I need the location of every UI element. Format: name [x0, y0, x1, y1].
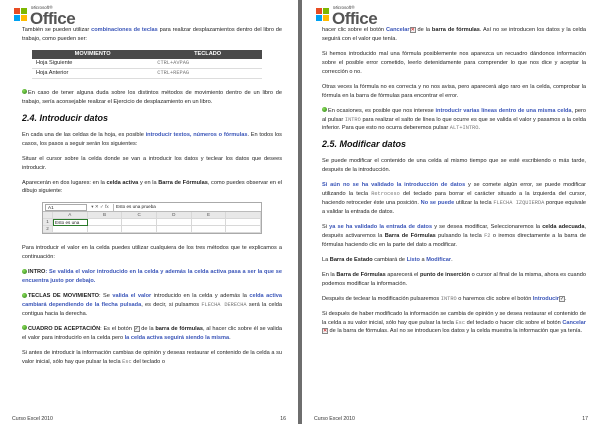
- tip-paragraph: En caso de tener alguna duda sobre los distintos métodos de movimiento dentro de un libro de trabajo, sería aconsejable realizar el Ejercicio de desplazamiento en un libro.: [22, 89, 282, 105]
- paragraph: También se pueden utilizar combinaciones de teclas para realizar desplazamientos dentro del libro de trabajo, como pueden ser:: [22, 27, 283, 42]
- bullet-movement: TECLAS DE MOVIMIENTO: Se valida el valor introducido en la celda y además la celda activa cambiará dependiendo de la flecha pulsada, es decir, si pulsamos FLECHA DERECHA será la celda contigua hacia la derecha.: [22, 293, 282, 317]
- cancel-icon: ✕: [410, 27, 415, 33]
- paragraph: hacer clic sobre el botón Cancelar✕ de la barra de fórmulas. Así no se introducen los datos y la celda seguirá con el valor que tenía.: [322, 27, 586, 42]
- formula-bar: [43, 203, 261, 212]
- sheet-grid: A B C D E 1 Esto es una 2: [43, 212, 261, 233]
- bullet-icon: [22, 325, 27, 330]
- page-number: 16: [280, 416, 286, 422]
- table-header: MOVIMIENTO: [32, 50, 153, 59]
- paragraph: Se puede modificar el contenido de una celda al mismo tiempo que se esté escribiendo o más tarde, después de la introducción.: [322, 158, 586, 174]
- logo-office: Office: [30, 9, 76, 28]
- bullet-icon: [22, 293, 27, 298]
- office-logo-icon: [316, 8, 330, 22]
- logo-microsoft: Microsoft®: [333, 5, 355, 10]
- paragraph: Si hemos introducido mal una fórmula posiblemente nos aparezca un recuadro dándonos información sobre el posible error cometido, leerlo detenidamente para comprender lo que nos dice y aceptar la corrección o no.: [322, 50, 586, 75]
- bullet-icon: [22, 269, 27, 274]
- footer-title: Curso Excel 2010: [314, 416, 355, 422]
- section-heading: 2.5. Modificar datos: [322, 139, 407, 150]
- tip-bullet-icon: [22, 89, 27, 94]
- formula-bar-icons: ▾ ✕ ✓ fx: [91, 204, 109, 210]
- active-cell: Esto es una: [53, 219, 88, 226]
- logo-office: Office: [332, 9, 378, 28]
- bullet-intro: INTRO: Se valida el valor introducido en la celda y además la celda activa pasa a ser la que se encuentra justo por debajo.: [22, 269, 282, 285]
- name-box: A1: [45, 204, 87, 211]
- page-left: [0, 0, 298, 424]
- check-icon: ✓: [134, 325, 139, 332]
- office-logo: [14, 5, 84, 28]
- paragraph: Si ya se ha validado la entrada de datos y se desea modificar, Seleccionaremos la celda adecuada, después activaremos la Barra de Fórmulas pulsando la tecla F2 o iremos directamente a la barra de fórmulas haciendo clic en la parte del dato a modificar.: [322, 224, 586, 248]
- logo-microsoft: Microsoft®: [31, 5, 53, 10]
- tip-bullet-icon: [322, 107, 327, 112]
- paragraph: Otras veces la fórmula no es correcta y no nos avisa, pero aparecerá algo raro en la celda, comprobar la fórmula en la barra de fórmulas para encontrar el error.: [322, 83, 586, 99]
- section-heading: 2.4. Introducir datos: [22, 112, 109, 123]
- table-header: TECLADO: [153, 50, 262, 59]
- page-number: 17: [582, 416, 588, 422]
- office-logo-icon: [14, 8, 28, 22]
- paragraph: Situar el cursor sobre la celda donde se van a introducir los datos y teclear los datos que desees introducir.: [22, 155, 282, 171]
- paragraph: En la Barra de Fórmulas aparecerá el punto de inserción o cursor al final de la misma, ahora es cuando podemos modificar la información.: [322, 271, 586, 287]
- paragraph: En cada una de las celdas de la hoja, es posible introducir textos, números o fórmulas. En todos los casos, los pasos a seguir serán los siguientes:: [22, 131, 282, 147]
- page-right: [302, 0, 600, 424]
- shortcut-table: [32, 50, 262, 79]
- right-content: [322, 26, 586, 342]
- office-logo: [316, 5, 386, 28]
- table-row: Hoja Anterior CTRL+REPAG: [32, 68, 262, 78]
- paragraph: Después de teclear la modificación pulsaremos INTRO o haremos clic sobre el botón Introducir✓.: [322, 295, 567, 302]
- tip-paragraph: En ocasiones, es posible que nos interese introducir varias líneas dentro de una misma celda, pero al pulsar INTRO para realizar el salto de línea lo que ocurre es que se valida el valor y pasamos a la celda inferior. Para que esto no ocurra deberemos pulsar ALT+INTRO.: [322, 107, 586, 132]
- table-row: Hoja Siguiente CTRL+AVPAG: [32, 59, 262, 69]
- bullet-accept: CUADRO DE ACEPTACIÓN: Es el botón ✓ de la barra de fórmulas, al hacer clic sobre él se valida el valor para introducirlo en la celda pero la celda activa seguirá siendo la misma.: [22, 325, 282, 341]
- left-content: [22, 26, 282, 373]
- paragraph: Para introducir el valor en la celda puedes utilizar cualquiera de los tres métodos que te explicamos a continuación:: [22, 245, 282, 261]
- paragraph: Si antes de introducir la información cambias de opinión y deseas restaurar el contenido de la celda a su valor inicial, sólo hay que pulsar la tecla Esc del teclado o: [22, 349, 282, 365]
- paragraph: La Barra de Estado cambiará de Listo a Modificar.: [322, 256, 453, 263]
- excel-screenshot: [42, 202, 262, 234]
- cancel-icon: ✕: [323, 328, 328, 335]
- paragraph: Si aún no se ha validado la introducción de datos y se comete algún error, se puede modificar utilizando la tecla Retroceso del teclado para borrar el carácter situado a la izquierda del cursor, haciendo retroceder éste una posición. No se puede utilizar la tecla FLECHA IZQUIERDA porque equivale a validar la entrada de datos.: [322, 182, 586, 216]
- check-icon: ✓: [559, 295, 565, 302]
- paragraph: Aparecerán en dos lugares: en la celda activa y en la Barra de Fórmulas, como puedes observar en el dibujo siguiente:: [22, 179, 282, 195]
- formula-value: Esto es una prueba: [113, 204, 261, 211]
- paragraph: Si después de haber modificado la información se cambia de opinión y se desea restaurar el contenido de la celda a su valor inicial, sólo hay que pulsar la tecla Esc del teclado o hacer clic sobre el botón Cancelar✕ de la barra de fórmulas. Así no se introducen los datos y la celda muestra la información que ya tenía.: [322, 310, 586, 335]
- footer-title: Curso Excel 2010: [12, 416, 53, 422]
